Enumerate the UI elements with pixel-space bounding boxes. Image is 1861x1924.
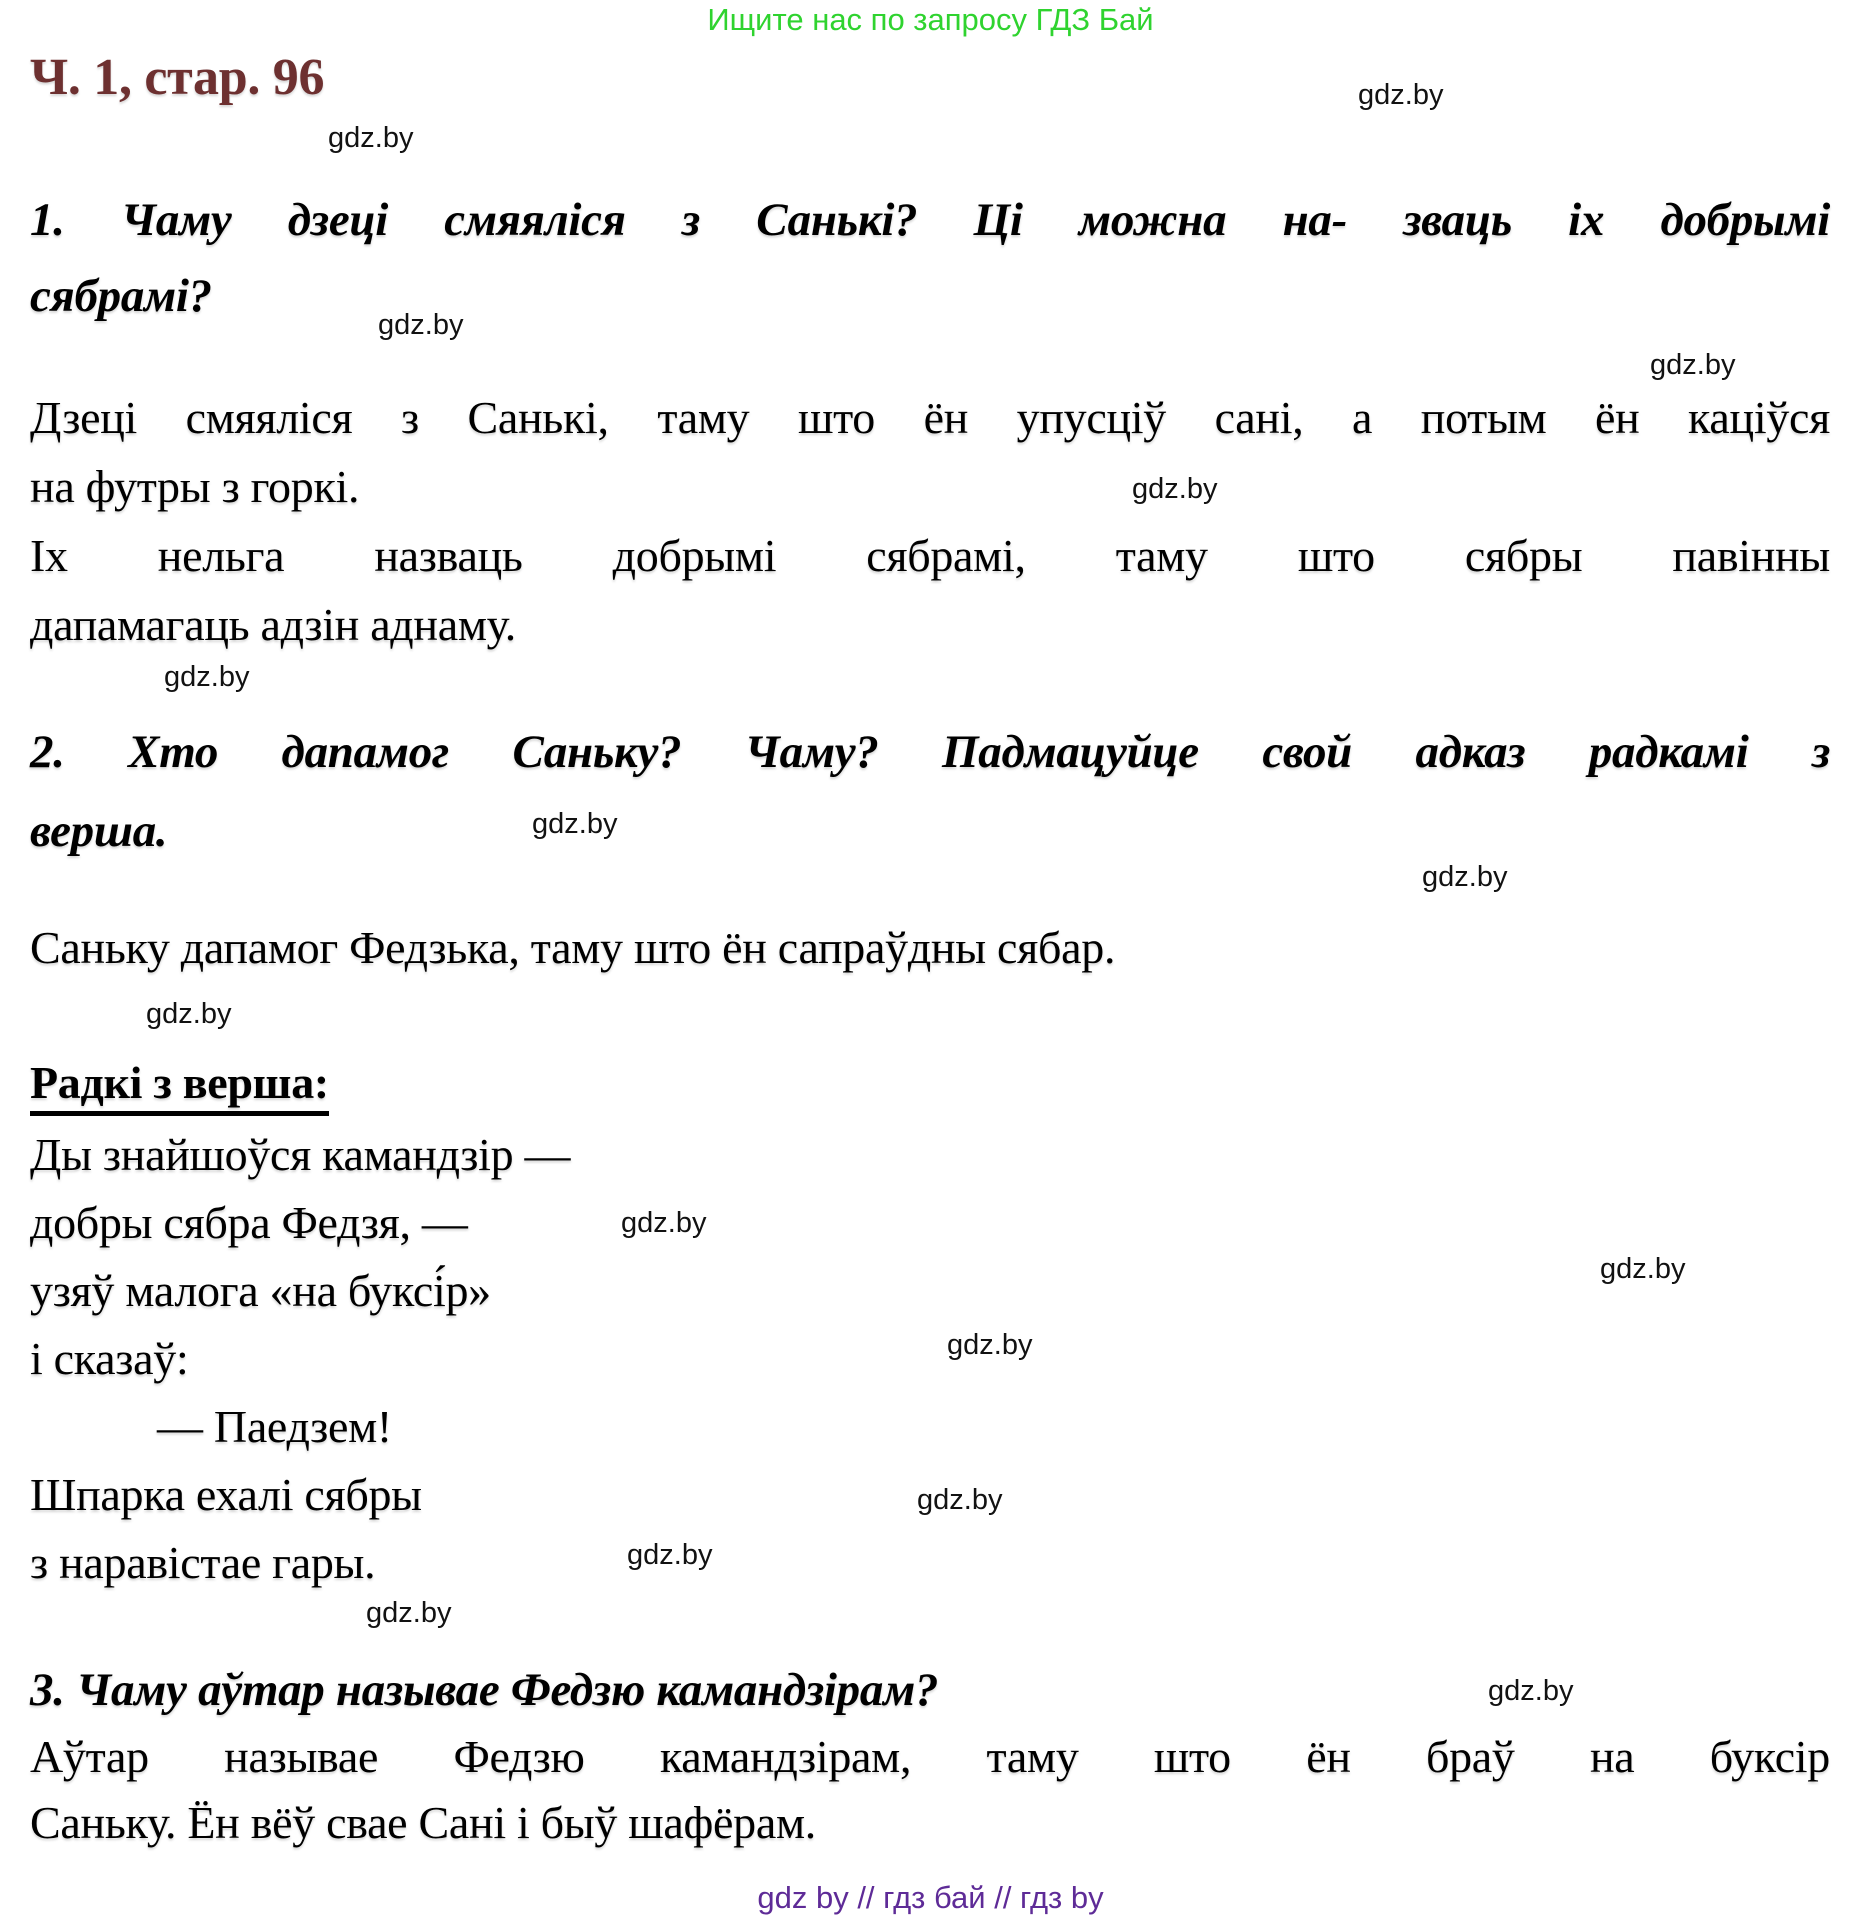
answer-1-line: на футры з горкі. — [30, 461, 360, 512]
answer-3-line: Саньку. Ён вёў свае Сані і быў шафёрам. — [30, 1797, 816, 1848]
question-2-line: 2. Хто дапамог Саньку? Чаму? Падмацуйце свой адказ радкамі з — [30, 726, 1830, 778]
gdz-watermark: gdz.by — [917, 1484, 1003, 1516]
answer-2 — [30, 918, 1830, 978]
question-1-line: 1. Чаму дзеці смяяліся з Санькі? Ці можна на- зваць іх добрымі — [30, 194, 1830, 246]
gdz-watermark: gdz.by — [627, 1539, 713, 1571]
answer-2-line: Саньку дапамог Федзька, таму што ён сапраўдны сябар. — [30, 922, 1116, 973]
gdz-watermark: gdz.by — [621, 1207, 707, 1239]
answer-3 — [30, 1724, 1830, 1856]
poem-line: з наравістае гары. — [30, 1537, 376, 1588]
gdz-watermark: gdz.by — [1600, 1253, 1686, 1285]
answer-1-line: Дзеці смяяліся з Санькі, таму што ён упусціў сані, а потым ён каціўся — [30, 392, 1830, 443]
answer-3-line: Аўтар называе Федзю камандзірам, таму што ён браў на буксір — [30, 1731, 1830, 1782]
gdz-watermark: gdz.by — [1488, 1675, 1574, 1707]
poem-line: добры сябра Федзя, — — [30, 1197, 468, 1248]
question-3-line: 3. Чаму аўтар называе Федзю камандзірам? — [30, 1664, 939, 1716]
poem-heading-label: Радкі з верша: — [30, 1057, 329, 1116]
question-2 — [30, 713, 1830, 871]
poem-lines — [30, 1121, 1830, 1597]
answer-1 — [30, 383, 1830, 659]
gdz-watermark: gdz.by — [366, 1597, 452, 1629]
poem-heading — [30, 1053, 1830, 1113]
answer-1-line: дапамагаць адзін аднаму. — [30, 599, 516, 650]
gdz-watermark: gdz.by — [164, 661, 250, 693]
answer-1-line: Іх нельга назваць добрымі сябрамі, таму што сябры павінны — [30, 530, 1830, 581]
gdz-watermark: gdz.by — [1422, 861, 1508, 893]
question-1-line: сябрамі? — [30, 270, 212, 322]
poem-line: — Паедзем! — [157, 1401, 392, 1452]
question-1 — [30, 182, 1830, 334]
poem-line: і сказаў: — [30, 1333, 189, 1384]
gdz-watermark: gdz.by — [146, 998, 232, 1030]
gdz-watermark: gdz.by — [1650, 349, 1736, 381]
gdz-watermark: gdz.by — [328, 122, 414, 154]
question-3 — [30, 1660, 1830, 1720]
question-2-line: верша. — [30, 805, 168, 857]
page-title: Ч. 1, стар. 96 — [30, 49, 325, 106]
gdz-watermark: gdz.by — [947, 1329, 1033, 1361]
gdz-watermark: gdz.by — [1358, 79, 1444, 111]
gdz-watermark: gdz.by — [1132, 473, 1218, 505]
gdz-watermark: gdz.by — [378, 309, 464, 341]
promo-header: Ищите нас по запросу ГДЗ Бай — [707, 2, 1154, 37]
poem-line: узяў малога «на буксі́р» — [30, 1265, 491, 1316]
gdz-watermark: gdz.by — [532, 808, 618, 840]
poem-line: Шпарка ехалі сябры — [30, 1469, 422, 1520]
footer-note: gdz by // гдз бай // гдз by — [757, 1880, 1104, 1915]
poem-line: Ды знайшоўся камандзір — — [30, 1129, 571, 1180]
